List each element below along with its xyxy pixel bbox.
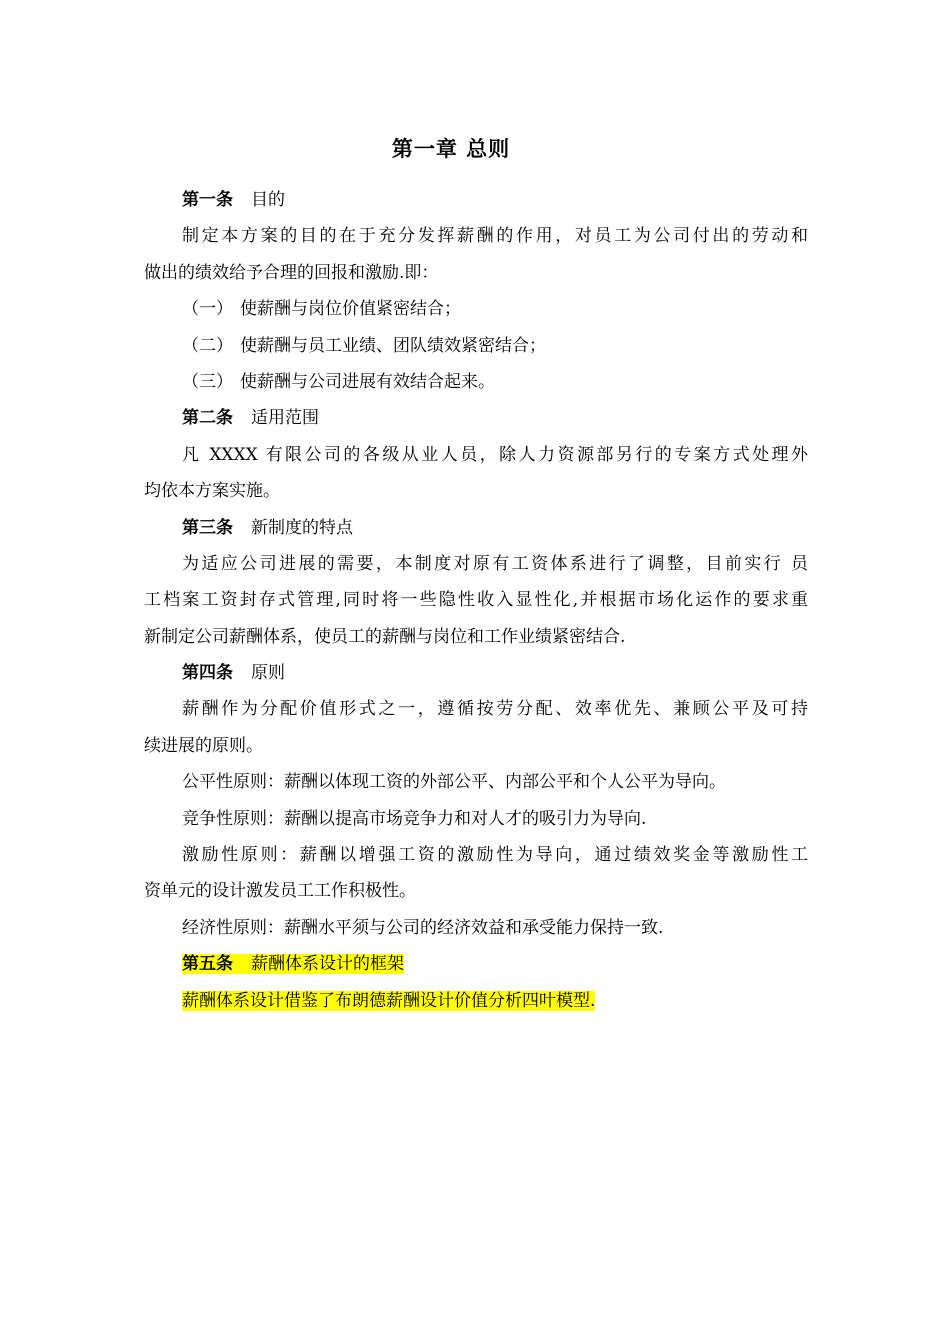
article-number: 第三条 — [182, 517, 233, 538]
article-number: 第一条 — [182, 190, 233, 210]
paragraph-line: 为适应公司进展的需要，本制度对原有工资体系进行了调整，目前实行 员 — [182, 553, 808, 574]
paragraph-line: 续进展的原则。 — [144, 735, 263, 756]
list-item-text: 使薪酬与员工业绩、团队绩效紧密结合； — [240, 335, 546, 356]
paragraph-line: 制定本方案的目的在于充分发挥薪酬的作用，对员工为公司付出的劳动和 — [182, 226, 808, 247]
principle-competitiveness: 竞争性原则：薪酬以提高市场竞争力和对人才的吸引力为导向. — [182, 808, 647, 829]
article-title: 目的 — [251, 190, 285, 210]
principle-fairness: 公平性原则：薪酬以体现工资的外部公平、内部公平和个人公平为导向。 — [182, 772, 726, 793]
list-item-text: 使薪酬与岗位价值紧密结合； — [240, 299, 461, 320]
list-item-number: （三） — [182, 371, 233, 392]
paragraph-line: 薪酬作为分配价值形式之一，遵循按劳分配、效率优先、兼顾公平及可持 — [182, 699, 808, 720]
article-4-heading — [144, 655, 808, 691]
chapter-title: 第一章 总则 — [391, 137, 511, 161]
article-3-heading — [144, 510, 808, 546]
paragraph-line: 均依本方案实施。 — [144, 481, 280, 502]
article-number: 第五条 — [182, 954, 233, 975]
list-item-text: 使薪酬与公司进展有效结合起来。 — [240, 371, 495, 392]
paragraph-line: 做出的绩效给予合理的回报和激励.即： — [144, 262, 439, 283]
principle-incentive: 激励性原则：薪酬以增强工资的激励性为导向，通过绩效奖金等激励性工 — [182, 845, 808, 866]
paragraph-line: 工档案工资封存式管理,同时将一些隐性收入显性化,并根据市场化运作的要求重 — [144, 590, 808, 611]
article-5-heading — [144, 946, 808, 982]
highlighted-text: 薪酬体系设计借鉴了布朗德薪酬设计价值分析四叶模型. — [182, 990, 596, 1011]
document-body — [144, 182, 808, 1019]
article-title: 适用范围 — [251, 408, 319, 429]
principle-economy: 经济性原则：薪酬水平须与公司的经济效益和承受能力保持一致. — [182, 917, 664, 938]
list-item — [144, 364, 808, 400]
list-item — [144, 291, 808, 327]
list-item-number: （二） — [182, 335, 233, 356]
article-1-heading — [144, 182, 808, 218]
paragraph-line: 新制定公司薪酬体系，使员工的薪酬与岗位和工作业绩紧密结合. — [144, 626, 626, 647]
paragraph-line: 凡 XXXX 有限公司的各级从业人员，除人力资源部另行的专案方式处理外 — [182, 444, 808, 465]
highlighted-text — [182, 954, 404, 974]
paragraph-line — [144, 983, 808, 1019]
article-number: 第二条 — [182, 408, 233, 429]
list-item — [144, 328, 808, 364]
paragraph-line: 资单元的设计激发员工工作积极性。 — [144, 881, 416, 902]
article-title: 薪酬体系设计的框架 — [251, 954, 404, 975]
article-number: 第四条 — [182, 663, 233, 684]
article-title: 新制度的特点 — [251, 517, 353, 538]
article-title: 原则 — [251, 663, 285, 684]
article-2-heading — [144, 400, 808, 436]
list-item-number: （一） — [182, 299, 233, 320]
